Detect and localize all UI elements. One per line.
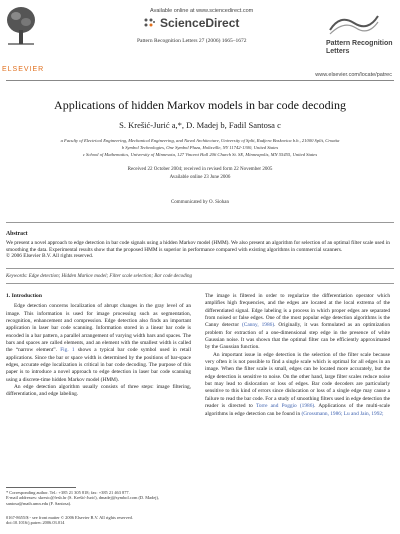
journal-title-line1: Pattern Recognition xyxy=(326,40,393,47)
sciencedirect-name: ScienceDirect xyxy=(160,16,240,30)
copyright-line: © 2006 Elsevier B.V. All rights reserved. xyxy=(6,253,94,260)
abstract-text: We present a novel approach to edge detection in bar code signals using a hidden Markov model (HMM). We also present an algorithm for selection of an optimal filter scale used in smoothing the data. Experimental results show that the proposed HMM is superior in performance compared with existing algorithms in commercial scanners. xyxy=(6,240,390,253)
communicated-by: Communicated by O. Siohan xyxy=(170,200,230,205)
figure-1-link[interactable]: Fig. 1 xyxy=(60,347,75,354)
received-dates: Received 22 October 2004; received in revised form 22 November 2005 xyxy=(127,167,273,172)
journal-cover-logo xyxy=(326,10,382,36)
issn-line: 0167-8655/$ - see front matter © 2006 Elsevier B.V. All rights reserved. xyxy=(6,515,133,520)
abstract-body xyxy=(6,240,392,260)
canny-reference-link[interactable]: (Canny, 1986) xyxy=(242,322,275,329)
elsevier-tree-logo xyxy=(4,4,38,48)
header-divider xyxy=(6,80,394,81)
right-paragraph-1 xyxy=(205,293,390,352)
doi-link[interactable]: doi:10.1016/j.patrec.2006.03.014 xyxy=(6,520,65,526)
journal-url-link[interactable]: www.elsevier.com/locate/patrec xyxy=(315,72,392,78)
intro-p1-rest: shows a typical bar code symbol used in retail applications. Since the bar or space width is determined by the positions of bar-space edges, accurate edge localization is critical in bar code decoding. The purpose of this paper is to introduce a novel approach to edge detection in laser bar code scanning using a discrete-time hidden Markov model (HMM). xyxy=(6,347,191,383)
intro-paragraph-1 xyxy=(6,303,191,384)
available-online-text: Available online at www.sciencedirect.com xyxy=(150,8,254,14)
footnotes xyxy=(6,490,192,506)
article-title: Applications of hidden Markov models in bar code decoding xyxy=(54,98,346,112)
body-column-right xyxy=(205,293,390,418)
publication-info xyxy=(6,515,192,526)
available-date: Available online 23 June 2006 xyxy=(169,175,231,180)
journal-header xyxy=(0,0,400,78)
keywords-top-divider xyxy=(6,268,394,269)
journal-title-logo xyxy=(326,40,393,56)
journal-title-line2: Letters xyxy=(326,48,350,55)
sciencedirect-mark-icon xyxy=(142,16,156,30)
affiliation-a: a Faculty of Electrical Engineering, Mechanical Engineering, and Naval Architecture, University of Split, Rudjera Boskovica b.b., 21000 Split, Croatia xyxy=(60,138,340,143)
body-column-left xyxy=(6,293,191,399)
right-p1-text-b: . Originally, it was formulated as an optimization problem for extraction of a one-dimensional step edge in the presence of white Gaussian noise. It was shown that the optimal filter can be efficiently approximated by the Gaussian function. xyxy=(205,322,391,351)
email-addresses: E-mail addresses: skresic@fesb.hr (S. Krešić-Jurić), dmadej@symbol.com (D. Madej), santosa@math.umn.edu (F. Santosa). xyxy=(6,495,160,506)
elsevier-wordmark: ELSEVIER xyxy=(2,66,45,73)
affiliation-c: c School of Mathematics, University of Minnesota, 127 Vincent Hall 206 Church St. SE, Minneapolis, MN 55455, United States xyxy=(82,152,318,157)
affiliation-b: b Symbol Technologies, One Symbol Plaza, Holtsville, NY 11742-1300, United States xyxy=(121,145,279,150)
keywords-line: Keywords: Edge detection; Hidden Markov model; Filter scale selection; Bar code decoding xyxy=(6,274,193,279)
right-p2-text-b: . Applications of the multi-scale algorithms in edge detection can be found in xyxy=(205,403,390,417)
grossmann-reference-link[interactable]: (Grossmann, 1986; Lu and Jain, 1992; xyxy=(301,410,384,417)
section-heading: 1. Introduction xyxy=(6,293,42,299)
abstract-heading: Abstract xyxy=(6,231,28,237)
article-authors: S. Krešić-Jurić a,*, D. Madej b, Fadil Santosa c xyxy=(119,120,281,130)
intro-p1-text: Edge detection concerns localization of abrupt changes in the gray level of an image. This information is used for image processing such as segmentation, recognition, enhancement and compression. Edge detection also finds an important application in laser bar code scanning. Information stored in a linear bar code is encoded in a bar pattern, a parallel arrangement of varying width bars and spaces. The bars and spaces are called elements, and an element with the smallest width is called the “narrow element”. xyxy=(6,303,191,354)
right-paragraph-2 xyxy=(205,352,390,418)
abstract-top-divider xyxy=(6,222,394,223)
journal-citation: Pattern Recognition Letters 27 (2006) 1665–1672 xyxy=(137,38,247,44)
torre-poggio-reference-link[interactable]: Torre and Poggio (1986) xyxy=(255,403,315,410)
intro-paragraph-2: An edge detection algorithm usually consists of three steps: image filtering, differentiation, and edge labeling. xyxy=(6,384,191,398)
keywords-bottom-divider xyxy=(6,283,394,284)
footnote-divider xyxy=(6,487,76,488)
right-p2-text-a: An important issue in edge detection is the selection of the filter scale because very often it is not possible to find a single scale which is optimal for all edges in an image. When the filter scale is small, edges can be located more accurately, but the edge detection is sensitive to noise. On the other hand, large filter scales reduce noise but may lead to dislocation or loss of edges. Bar code decoders are particularly sensitive to this kind of errors since dislocation or loss of a single edge may cause a failure to read the bar code. For a study of smoothing filters used in edge detection the reader is directed to xyxy=(205,351,390,410)
right-p1-text-a: The image is filtered in order to regularize the differentiation operator which amplifies high frequencies, and the edges are located at the local extrema of the differentiated signal. Edge labeling is a process in which proper edges are separated from noised or false edges. One of the most popular edge detection algorithms is the Canny detector xyxy=(205,293,390,329)
corresponding-author-note: * Corresponding author. Tel.: +385 21 305 818; fax: +385 21 463 877. xyxy=(6,490,130,495)
